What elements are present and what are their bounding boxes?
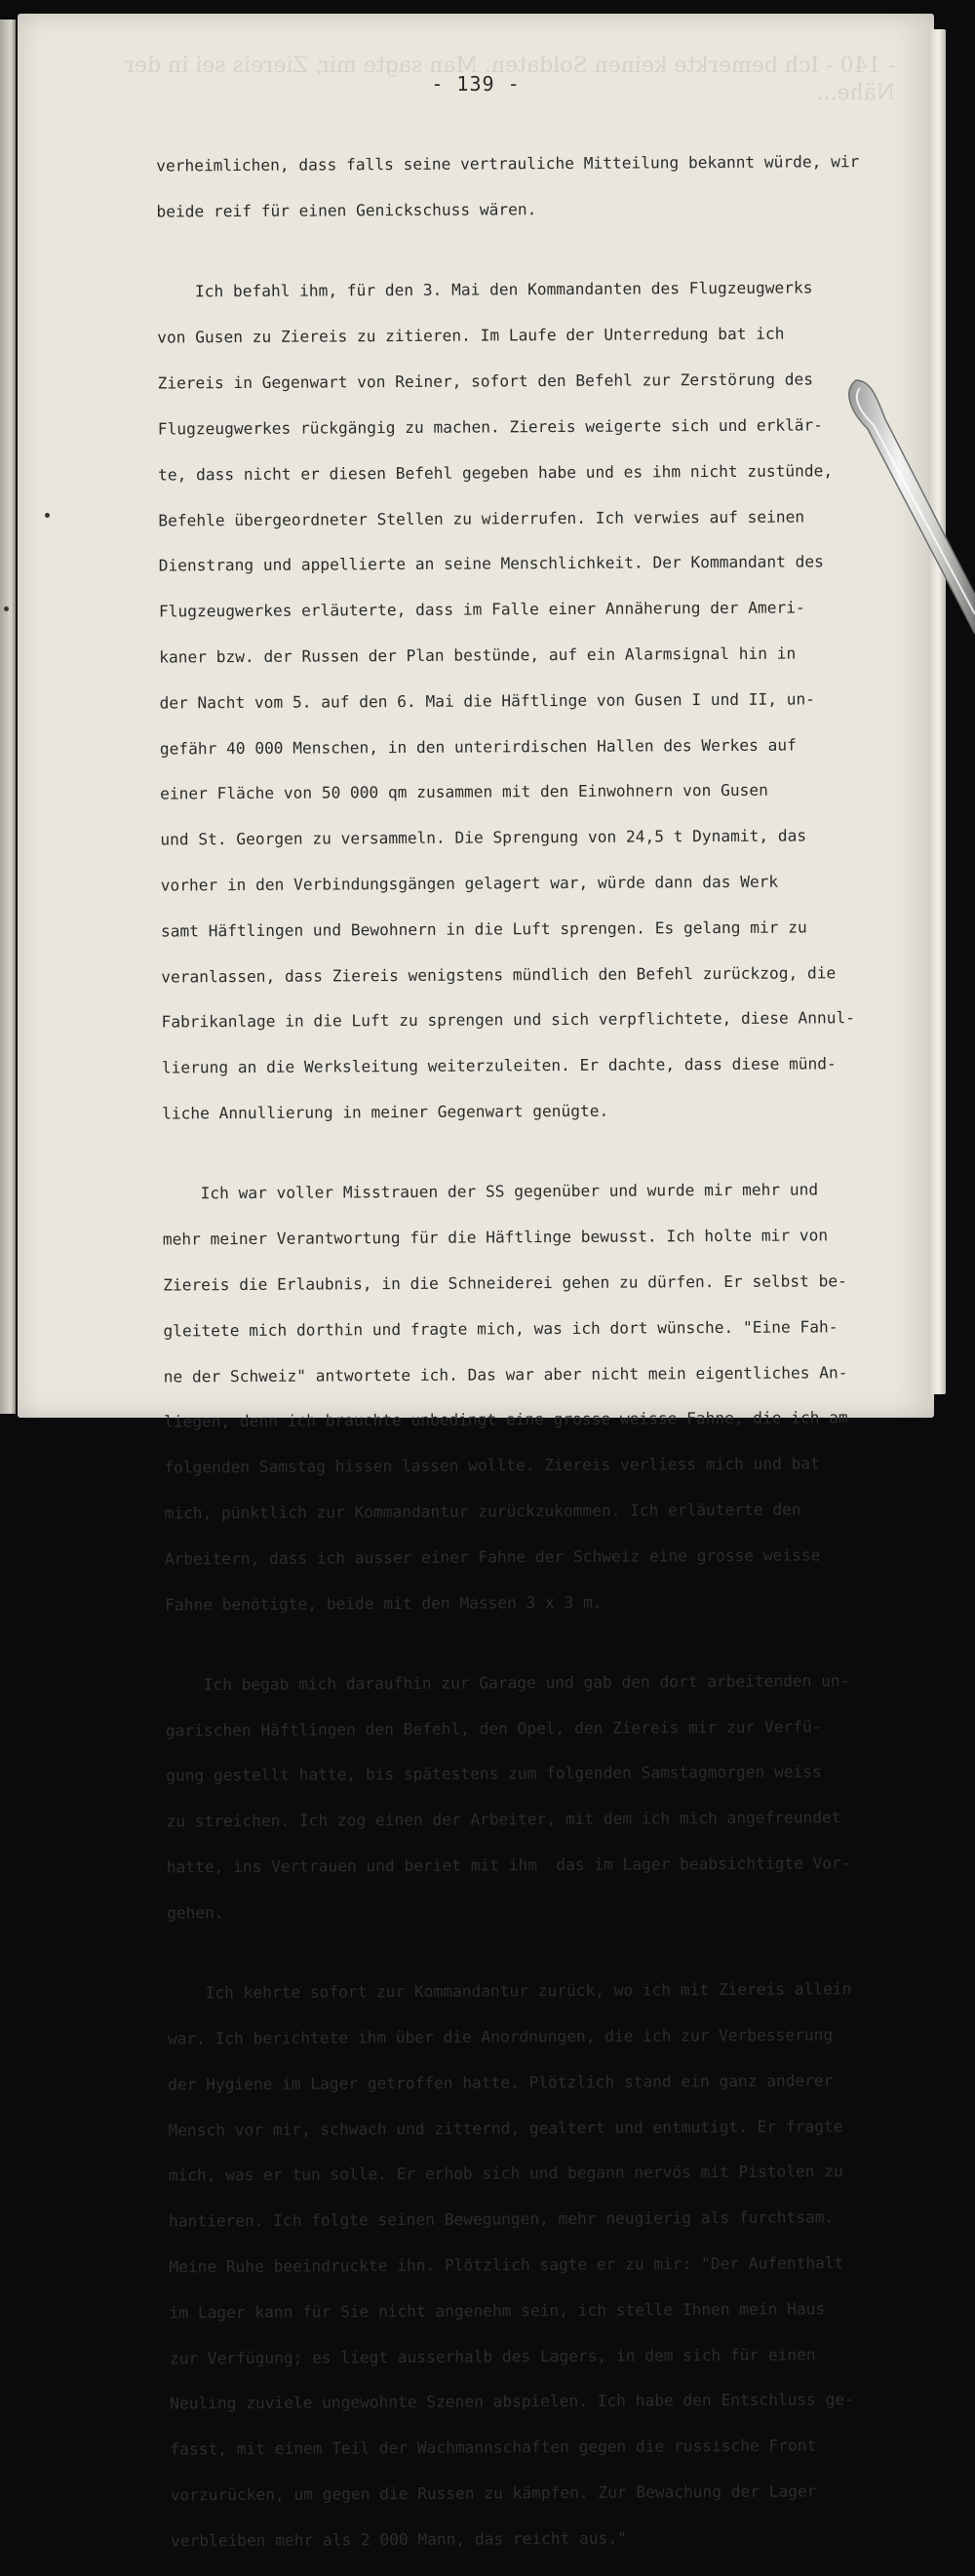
text-line: Ziereis in Gegenwart von Reiner, sofort den Befehl zur Zerstörung des xyxy=(157,370,814,393)
text-line: folgenden Samstag hissen lassen wollte. Ziereis verliess mich und bat xyxy=(164,1454,820,1477)
text-line: der Nacht vom 5. auf den 6. Mai die Häftlinge von Gusen I und II, un- xyxy=(159,689,816,713)
text-line: veranlassen, dass Ziereis wenigstens mündlich den Befehl zurückzog, die xyxy=(161,962,837,987)
text-line: te, dass nicht er diesen Befehl gegeben habe und es ihm nicht zustünde, xyxy=(158,460,834,485)
margin-mark xyxy=(45,513,50,518)
page-right-edge xyxy=(928,29,946,1394)
text-line: war. Ich berichtete ihm über die Anordnungen, die ich zur Verbesserung xyxy=(167,2025,834,2049)
text-line: ne der Schweiz" antwortete ich. Das war aber nicht mein eigentliches An- xyxy=(163,1362,848,1386)
text-line: Fabrikanlage in die Luft zu sprengen und sich verpflichtete, diese Annul- xyxy=(161,1008,856,1032)
text-line: Ich kehrte sofort zur Kommandantur zurück, wo ich mit Ziereis allein xyxy=(167,1979,852,2003)
text-line: Mensch vor mir, schwach und zitternd, gealtert und entmutigt. Er fragte xyxy=(168,2116,843,2140)
text-line: Fahne benötigte, beide mit den Massen 3 x 3 m. xyxy=(165,1592,603,1615)
margin-mark xyxy=(4,606,9,611)
text-line: mich, pünktlich zur Kommandantur zurückzukommen. Ich erläuterte den xyxy=(164,1500,801,1523)
text-line: Flugzeugwerkes erläuterte, dass im Falle einer Annäherung der Ameri- xyxy=(158,598,805,621)
text-line: liegen, denn ich brauchte unbedingt eine grosse weisse Fahne, die ich am xyxy=(163,1408,848,1431)
paragraph-3 xyxy=(86,1155,869,1639)
paragraph-4 xyxy=(90,1646,872,1947)
text-line: vorher in den Verbindungsgängen gelagert war, würde dann das Werk xyxy=(160,872,779,895)
text-line: zu streichen. Ich zog einen der Arbeiter, mit dem ich mich angefreundet xyxy=(166,1808,841,1831)
text-line: Ich war voller Misstrauen der SS gegenüber und wurde mir mehr und xyxy=(162,1180,819,1203)
bleed-through-text: - 140 - Ich bemerkte keinen Soldaten. Man sagte mir, Ziereis sei in der Nähe... xyxy=(124,54,895,105)
text-line: beide reif für einen Genickschuss wären. xyxy=(156,200,537,221)
text-line: Dienstrang und appellierte an seine Menschlichkeit. Der Kommandant des xyxy=(158,552,824,575)
text-line: samt Häftlingen und Bewohnern in die Luft sprengen. Es gelang mir zu xyxy=(160,917,807,941)
text-line: Ziereis die Erlaubnis, in die Schneiderei gehen zu dürfen. Er selbst be- xyxy=(163,1271,847,1295)
paragraph-2 xyxy=(81,254,867,1149)
text-line: von Gusen zu Ziereis zu zitieren. Im Laufe der Unterredung bat ich xyxy=(157,324,785,347)
text-line: gung gestellt hatte, bis spätestens zum folgenden Samstagmorgen weiss xyxy=(166,1762,822,1785)
text-line: hantieren. Ich folgte seinen Bewegungen, mehr neugierig als furchtsam. xyxy=(168,2207,835,2231)
page-number: - 139 - xyxy=(431,72,521,96)
text-line: der Hygiene im Lager getroffen hatte. Plötzlich stand ein ganz anderer xyxy=(168,2071,834,2094)
left-page-edge xyxy=(0,20,16,1414)
text-line: kaner bzw. der Russen der Plan bestünde, auf ein Alarmsignal hin in xyxy=(159,644,797,667)
text-line: Neuling zuviele ungewohnte Szenen abspielen. Ich habe den Entschluss ge- xyxy=(170,2390,854,2413)
text-line: Flugzeugwerkes rückgängig zu machen. Ziereis weigerte sich und erklär- xyxy=(157,415,824,439)
paragraph-5 xyxy=(91,1955,875,2576)
text-line: Ich begab mich daraufhin zur Garage und gab den dort arbeitenden un- xyxy=(165,1671,850,1695)
text-line: zur Verfügung; es liegt ausserhalb des Lagers, in dem sich für einen xyxy=(169,2345,816,2368)
text-line: mich, was er tun solle. Er erhob sich und begann nervös mit Pistolen zu xyxy=(168,2162,843,2185)
book-page xyxy=(18,14,934,2551)
text-line: hatte, ins Vertrauen und beriet mit ihm das im Lager beabsichtigte Vor- xyxy=(166,1854,851,1877)
text-line: gehen. xyxy=(167,1903,224,1923)
text-line: garischen Häftlingen den Befehl, den Opel, den Ziereis mir zur Verfü- xyxy=(165,1717,822,1740)
body-text xyxy=(80,128,875,2575)
text-line: gleitete mich dorthin und fragte mich, was ich dort wünsche. "Eine Fah- xyxy=(163,1316,838,1341)
text-line: fasst, mit einem Teil der Wachmannschaften gegen die russische Front xyxy=(170,2436,817,2459)
text-line: Befehle übergeordneter Stellen zu widerrufen. Ich verwies auf seinen xyxy=(158,506,805,530)
text-line: verheimlichen, dass falls seine vertrauliche Mitteilung bekannt würde, wir xyxy=(156,152,860,176)
text-line: mehr meiner Verantwortung für die Häftlinge bewusst. Ich holte mir von xyxy=(162,1226,829,1249)
text-line: Meine Ruhe beeindruckte ihn. Plötzlich sagte er zu mir: "Der Aufenthalt xyxy=(169,2253,844,2277)
text-line: einer Fläche von 50 000 qm zusammen mit den Einwohnern von Gusen xyxy=(160,781,768,803)
text-line: Arbeitern, dass ich ausser einer Fahne der Schweiz eine grosse weisse xyxy=(164,1545,821,1569)
paragraph-1 xyxy=(80,128,861,247)
text-line: verbleiben mehr als 2 000 Mann, das reicht aus." xyxy=(170,2528,627,2551)
text-line: und St. Georgen zu versammeln. Die Sprengung von 24,5 t Dynamit, das xyxy=(160,826,807,849)
text-line: im Lager kann für Sie nicht angenehm sein, ich stelle Ihnen mein Haus xyxy=(169,2299,826,2322)
text-line: vorzurücken, um gegen die Russen zu kämpfen. Zur Bewachung der Lager xyxy=(170,2481,817,2505)
text-line: Ich befahl ihm, für den 3. Mai den Kommandanten des Flugzeugwerks xyxy=(156,278,813,301)
text-line: liche Annullierung in meiner Gegenwart genügte. xyxy=(162,1101,609,1123)
text-line: lierung an die Werksleitung weiterzuleiten. Er dachte, dass diese münd- xyxy=(161,1054,837,1077)
text-line: gefähr 40 000 Menschen, in den unterirdischen Hallen des Werkes auf xyxy=(159,735,797,759)
